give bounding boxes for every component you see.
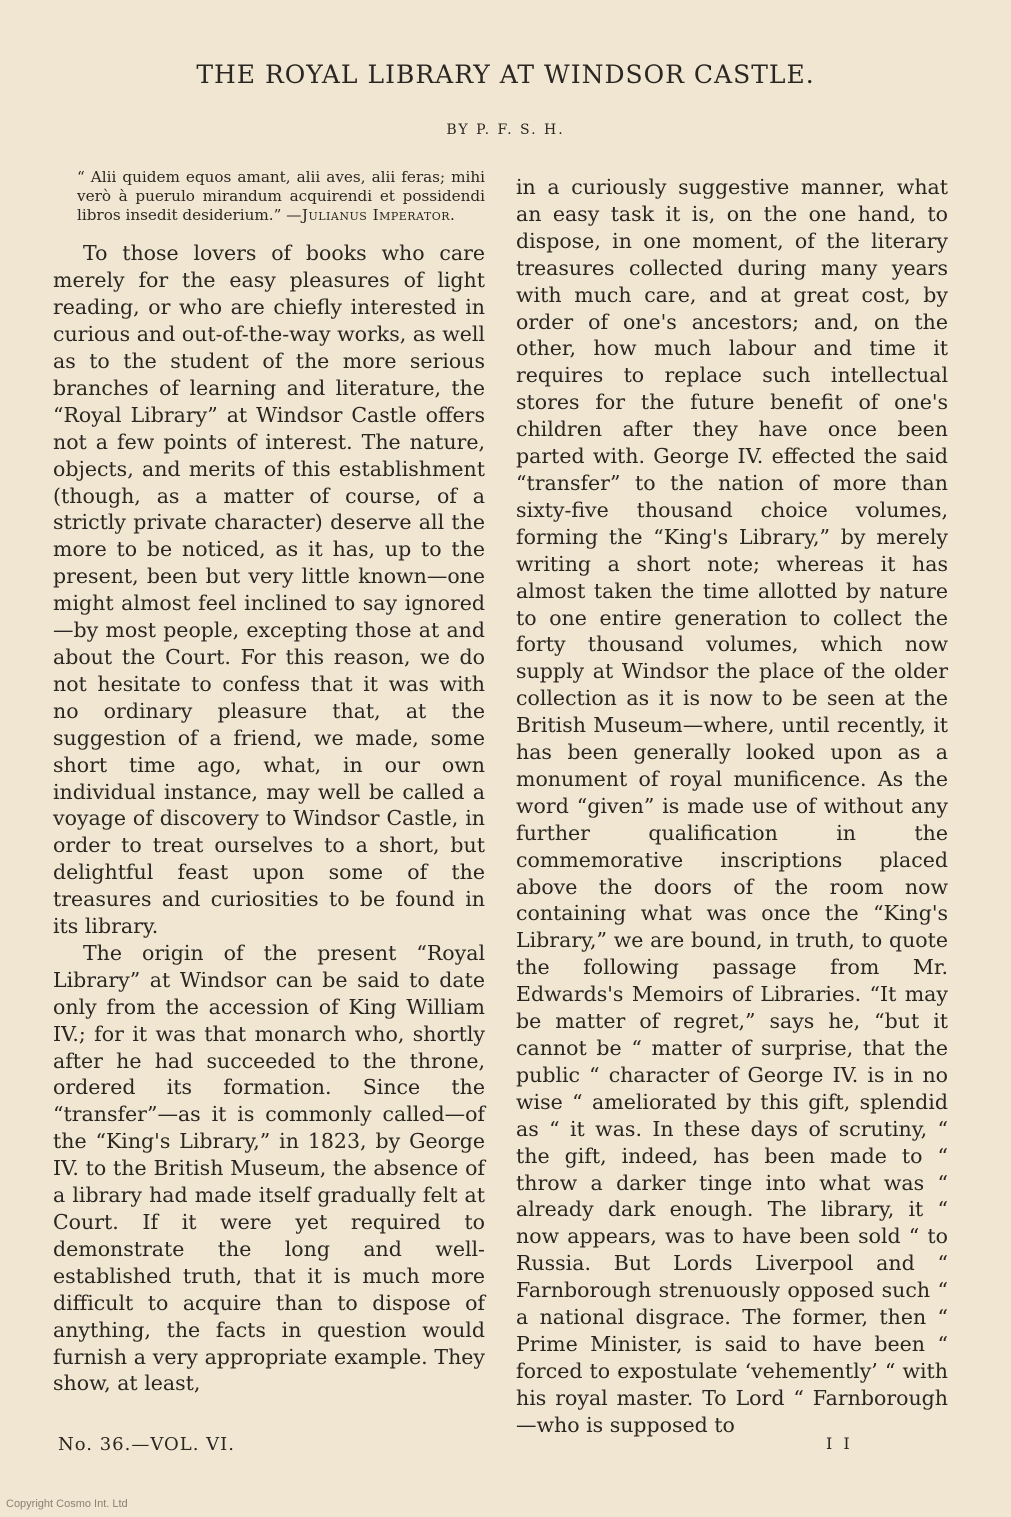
paragraph: in a curiously suggestive manner, what an easy task it is, on the one hand, to dispose, in one moment, of the literary treasures collected during many years with much care, and at great cost, by order of one's ancestors; and, on the other, how much labour and time it requires to replace such intellectual stores for the future benefit of one's children after they have once been parted with. George IV. effected the said “transfer” to the nation of more than sixty-five thousand choice volumes, forming the “King's Library,” by merely writing a short note; whereas it has almost taken the time allotted by nature to one entire generation to collect the forty thousand volumes, which now supply at Windsor the place of the older collection as it is now to be seen at the British Museum—where, until recently, it has been generally looked upon as a monument of royal munificence. As the word “given” is made use of without any further qualification in the commemorative inscriptions placed above the doors of the room now containing what was once the “King's Library,” we are bound, in truth, to quote the following passage from Mr. Edwards's Memoirs of Libraries. “It may be matter of regret,” says he, “but it cannot be “ matter of surprise, that the public “ character of George IV. is in no wise “ ameliorated by this gift, splendid as “ it was. In these days of scrutiny, “ the gift, indeed, has been made to “ throw a darker tinge into what was “ already dark enough. The library, it “ now appears, was to have been sold “ to Russia. But Lords Liverpool and “ Farnborough strenuously opposed such “ a national disgrace. The former, then “ Prime Minister, is said to have been “ forced to expostulate ‘vehemently’ “ with his royal master. To Lord “ Farnborough—who is supposed to [516,175,948,1437]
epigraph-quote: “ Alii quidem equos amant, alii aves, alii feras; mihi verò à puerulo mirandum acquirendi et possidendi libros insedit desiderium.” [77,168,485,224]
right-column [516,174,948,1439]
epigraph [77,168,485,224]
issue-number: No. 36.—VOL. VI. [58,1434,236,1455]
epigraph-author: —Julianus Imperator. [286,205,456,224]
paragraph: To those lovers of books who care merely for the easy pleasures of light reading, or who are chiefly interested in curious and out-of-the-way works, as well as to the student of the more serious branches of learning and literature, the “Royal Library” at Windsor Castle offers not a few points of interest. The nature, objects, and merits of this establishment (though, as a matter of course, of a strictly private character) deserve all the more to be noticed, as it has, up to the present, been but very little known—one might almost feel inclined to say ignored—by most people, excepting those at and about the Court. For this reason, we do not hesitate to confess that it was with no ordinary pleasure that, at the suggestion of a friend, we made, some short time ago, what, in our own individual instance, may well be called a voyage of discovery to Windsor Castle, in order to treat ourselves to a short, but delightful feast upon some of the treasures and curiosities to be found in its library. [53,241,485,939]
signature-mark: I I [826,1434,853,1453]
left-column [53,168,485,1397]
article-title: THE ROYAL LIBRARY AT WINDSOR CASTLE. [196,60,815,89]
paragraph: The origin of the present “Royal Library” at Windsor can be said to date only from the accession of King William IV.; for it was that monarch who, shortly after he had succeeded to the throne, ordered its formation. Since the “transfer”—as it is commonly called—of the “King's Library,” in 1823, by George IV. to the British Museum, the absence of a library had made itself gradually felt at Court. If it were yet required to demonstrate the long and well-established truth, that it is much more difficult to acquire than to dispose of anything, the facts in question would furnish a very appropriate example. They show, at least, [53,940,485,1396]
copyright-watermark: Copyright Cosmo Int. Ltd [6,1498,128,1510]
article-byline: BY P. F. S. H. [446,122,565,138]
